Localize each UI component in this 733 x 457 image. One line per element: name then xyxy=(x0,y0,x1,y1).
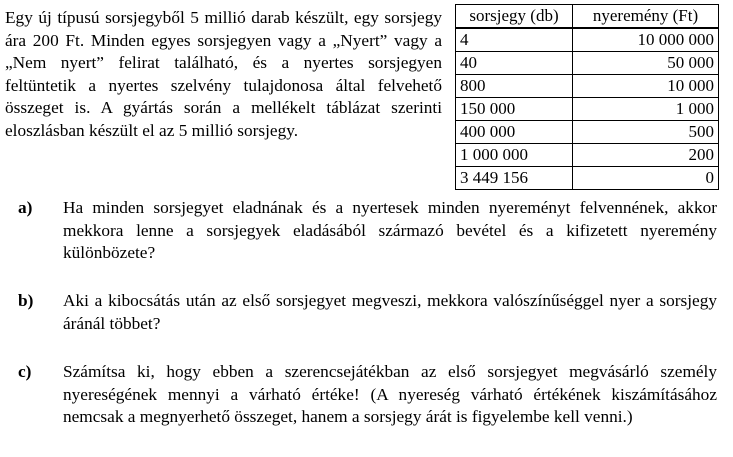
column-header-prize: nyeremény (Ft) xyxy=(573,5,719,29)
prize-amount-cell: 50 000 xyxy=(573,52,719,75)
ticket-count-cell: 40 xyxy=(456,52,573,75)
table-row xyxy=(456,75,719,98)
prize-amount-cell: 200 xyxy=(573,144,719,167)
prize-amount-cell: 0 xyxy=(573,167,719,190)
table-row xyxy=(456,167,719,190)
ticket-count-cell: 1 000 000 xyxy=(456,144,573,167)
column-header-tickets: sorsjegy (db) xyxy=(456,5,573,29)
prize-amount-cell: 1 000 xyxy=(573,98,719,121)
table-header-row xyxy=(456,5,719,29)
prize-amount-cell: 10 000 000 xyxy=(573,28,719,52)
prize-distribution-table xyxy=(455,4,719,190)
question-label: b) xyxy=(18,291,34,310)
problem-intro: Egy új típusú sorsjegyből 5 millió darab készült, egy sorsjegy ára 200 Ft. Minden egyes sorsjegyen vagy a „Nyert” vagy a „Nem nyert” felirat található, és a nyertes sorsjegyen feltüntetik a nyertes szelvény tulajdonosa által felvehető összeget is. A gyártás során a mellékelt táblázat szerinti eloszlásban készült el az 5 millió sorsjegy. xyxy=(5,8,442,140)
question-text: Ha minden sorsjegyet eladnának és a nyertesek minden nyereményt felvennének, akkor mekkora lenne a sorsjegyek eladásából származó bevétel és a kifizetett nyeremény különbözete? xyxy=(63,198,717,263)
table-row xyxy=(456,52,719,75)
prize-amount-cell: 500 xyxy=(573,121,719,144)
question-label: a) xyxy=(18,198,33,217)
prize-amount-cell: 10 000 xyxy=(573,75,719,98)
table-row xyxy=(456,144,719,167)
ticket-count-cell: 400 000 xyxy=(456,121,573,144)
question-text: Számítsa ki, hogy ebben a szerencsejátékban az első sorsjegyet megvásárló személy nyereségének mennyi a várható értéke! (A nyereség várható értékének kiszámításához nemcsak a megnyerhető összeget, hanem a sorsjegy árát is figyelembe kell venni.) xyxy=(63,362,717,427)
table-row xyxy=(456,98,719,121)
table-row xyxy=(456,28,719,52)
ticket-count-cell: 150 000 xyxy=(456,98,573,121)
question-label: c) xyxy=(18,362,32,381)
ticket-count-cell: 3 449 156 xyxy=(456,167,573,190)
table-row xyxy=(456,121,719,144)
ticket-count-cell: 800 xyxy=(456,75,573,98)
question-text: Aki a kibocsátás után az első sorsjegyet megveszi, mekkora valószínűséggel nyer a sorsjegy áránál többet? xyxy=(63,291,717,333)
ticket-count-cell: 4 xyxy=(456,28,573,52)
